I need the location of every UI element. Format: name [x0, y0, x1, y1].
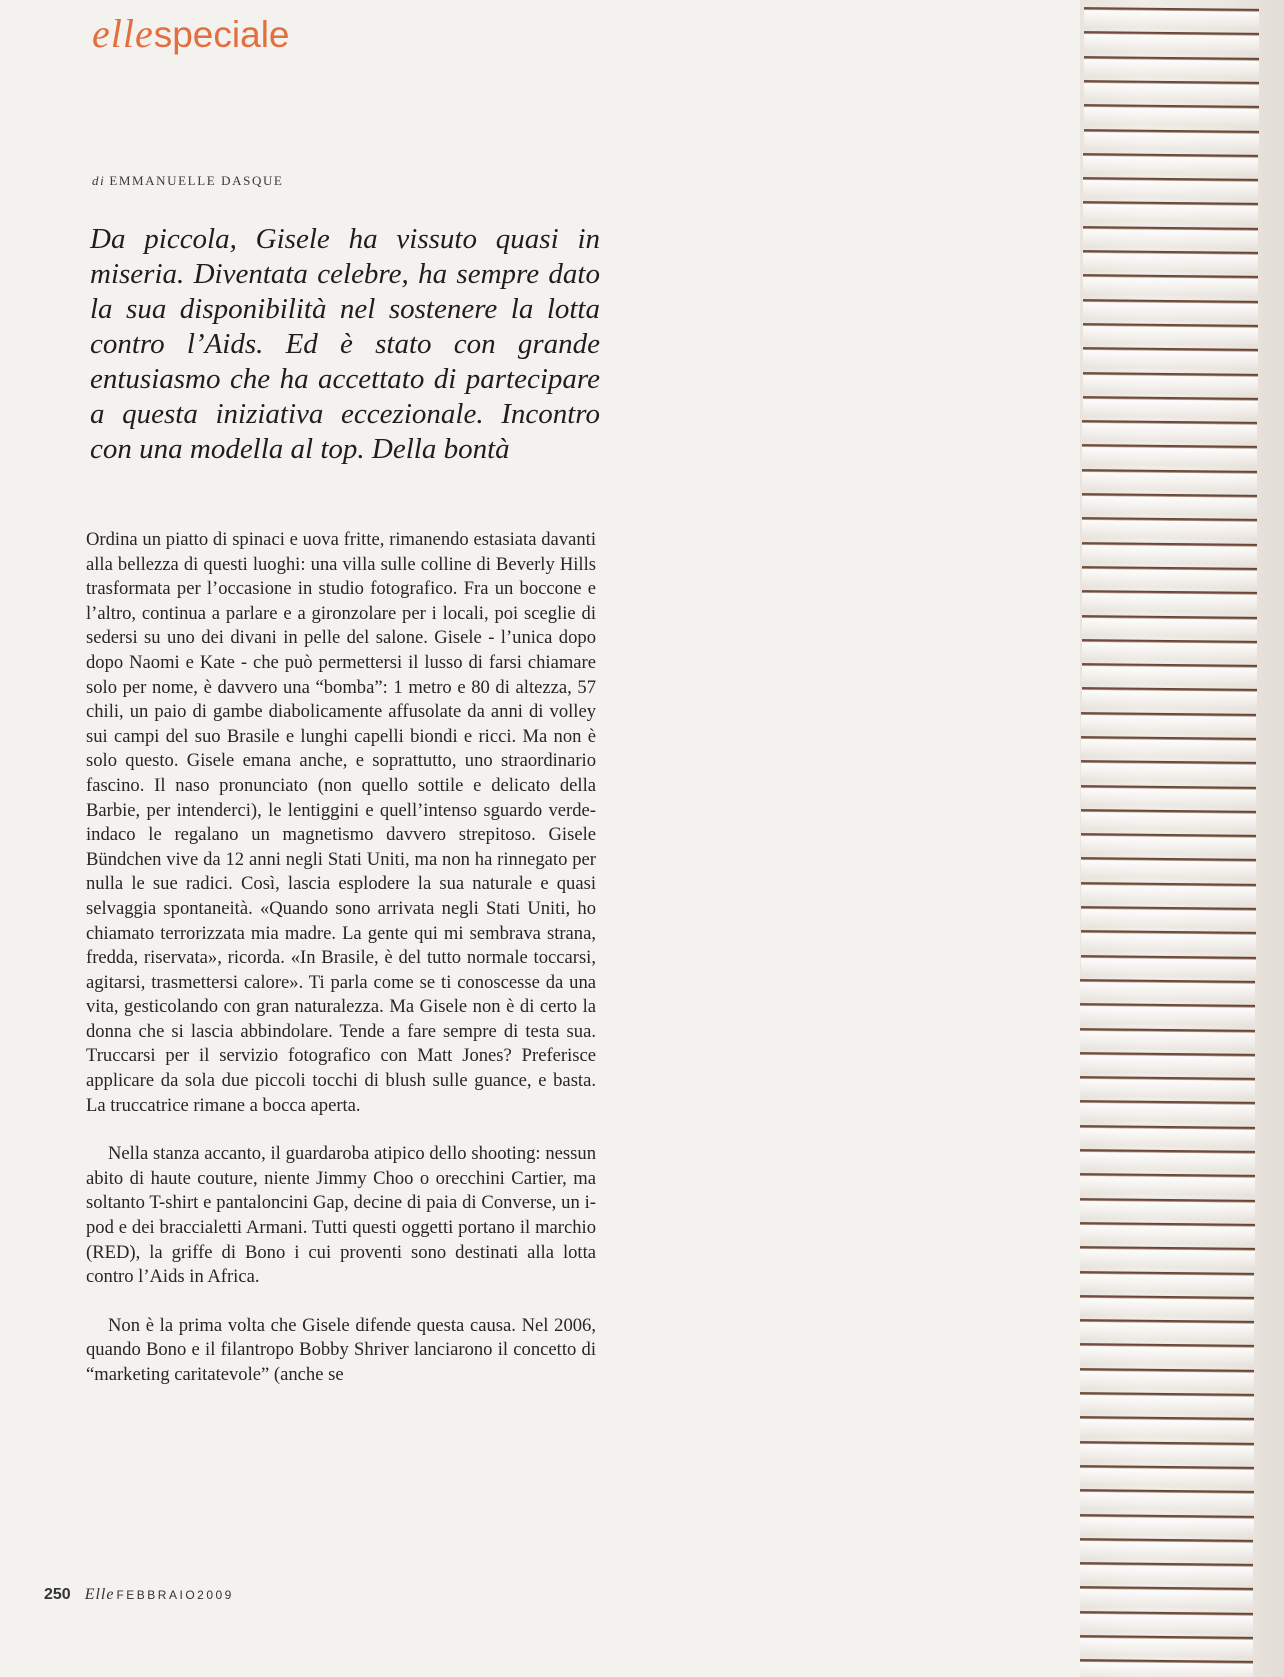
shutter-slat [1084, 80, 1259, 85]
section-brand: elle [92, 11, 154, 56]
footer-issue: FEBBRAIO2009 [116, 1588, 234, 1602]
body-paragraph: Nella stanza accanto, il guardaroba atipico dello shooting: nessun abito di haute couture, niente Jimmy Choo o orecchini Cartier, ma soltanto T-shirt e pantaloncini Gap, decine di paia di Converse, un i-pod e dei braccialetti Armani. Tutti questi oggetti portano il marchio (RED), la griffe di Bono i cui proventi sono destinati alla lotta contro l’Aids in Africa. [86, 1143, 596, 1288]
section-title [92, 10, 290, 58]
shutter-slat [1081, 760, 1256, 765]
byline-author: EMMANUELLE DASQUE [109, 173, 284, 188]
shutter-slat [1081, 809, 1256, 814]
shutter-slat [1080, 1125, 1255, 1130]
shutter-slat [1083, 323, 1258, 328]
shutter-slat [1084, 56, 1259, 61]
shutter-slat [1080, 1538, 1253, 1543]
shutter-slat [1081, 712, 1256, 717]
shutter-slat [1081, 833, 1256, 838]
footer-brand: Elle [84, 1586, 115, 1603]
shutter-slat [1083, 299, 1258, 304]
shutter-slat [1083, 177, 1258, 182]
shutter-slat [1082, 615, 1257, 620]
shutter-slat [1083, 396, 1258, 401]
shutter-slat [1082, 542, 1257, 547]
shutter-slat [1080, 1392, 1254, 1397]
shutter-slat [1081, 955, 1256, 960]
shutter-slat [1080, 1198, 1255, 1203]
shutter-slat [1083, 274, 1258, 279]
shutter-slat [1080, 1514, 1254, 1519]
shutter-slat [1081, 906, 1256, 911]
shutter-slat [1081, 736, 1256, 741]
article-body [86, 528, 596, 1412]
shutter-slat [1080, 1659, 1253, 1664]
shutter-slat [1080, 1173, 1255, 1178]
shutter-slat [1081, 930, 1256, 935]
shutter-slat [1080, 1271, 1254, 1276]
shutter-slat [1081, 785, 1256, 790]
body-paragraph: Ordina un piatto di spinaci e uova fritte, rimanendo estasiata davanti alla bellezza di questi luoghi: una villa sulle colline di Beverly Hills trasformata per l’occasione in studio fotografico. Fra un boccone e l’altro, continua a parlare e a gironzolare per i locali, poi sceglie di sedersi su uno dei divani in pelle del salone. Gisele - l’unica dopo dopo Naomi e Kate - che può permettersi il lusso di farsi chiamare solo per nome, è davvero una “bomba”: 1 metro e 80 di altezza, 57 chili, un paio di gambe diabolicamente affusolate da anni di volley sui campi del suo Brasile e lunghi capelli biondi e ricci. Ma non è solo questo. Gisele emana anche, e soprattutto, uno straordinario fascino. Il naso pronunciato (non quello sottile e delicato della Barbie, per intenderci), le lentiggini e quell’intenso sguardo verde-indaco le regalano un magnetismo davvero strepitoso. Gisele Bündchen vive da 12 anni negli Stati Uniti, ma non ha rinnegato per nulla le sue radici. Così, lascia esplodere la sua naturale e quasi selvaggia spontaneità. «Quando sono arrivata negli Stati Uniti, ho chiamato terrorizzata mia madre. La gente qui mi sembrava strana, fredda, riservata», ricorda. «In Brasile, è del tutto normale toccarsi, agitarsi, trasmettersi calore». Ti parla come se ti conoscesse da una vita, gesticolando con gran naturalezza. Ma Gisele non è di certo la donna che si lascia abbindolare. Tende a fare sempre di testa sua. Truccarsi per il servizio fotografico con Matt Jones? Preferisce applicare da sola due piccoli tocchi di blush sulle guance, e basta. La truccatrice rimane a bocca aperta. [86, 529, 596, 1116]
shutter-slat [1082, 469, 1257, 474]
shutter-slat [1083, 250, 1258, 255]
section-kicker: speciale [153, 14, 290, 55]
shutter-slat [1082, 517, 1257, 522]
body-paragraph: Non è la prima volta che Gisele difende questa causa. Nel 2006, quando Bono e il filantropo Bobby Shriver lanciarono il concetto di “marketing caritatevole” (anche se [86, 1314, 596, 1385]
shutter-slat [1082, 663, 1257, 668]
shutter-slat [1080, 1489, 1254, 1494]
shutter-slat [1080, 1149, 1255, 1154]
shutter-slat [1082, 687, 1257, 692]
lede-paragraph: Da piccola, Gisele ha vissuto quasi in miseria. Diventata celebre, ha sempre dato la sua disponibilità nel sostenere la lotta contro l’Aids. Ed è stato con grande entusiasmo che ha accettato di partecipare a questa iniziativa eccezionale. Incontro con una modella al top. Della bontà [90, 223, 600, 465]
shutter-slat [1082, 420, 1257, 425]
shutter-slat [1084, 31, 1259, 36]
shutter-slat [1080, 1635, 1253, 1640]
shutter-slat [1080, 1368, 1254, 1373]
byline-prefix: di [92, 173, 106, 188]
shutter-slat [1083, 226, 1258, 231]
shutter-slat [1082, 566, 1257, 571]
shutter-slat [1080, 1562, 1253, 1567]
byline [92, 173, 283, 189]
shutter-slat [1082, 493, 1257, 498]
shutter-slat [1080, 1441, 1254, 1446]
shutter-slat [1083, 372, 1258, 377]
shutter-slat [1084, 104, 1259, 109]
shutter-slat [1080, 979, 1255, 984]
shutter-slat [1080, 1343, 1254, 1348]
shutter-slat [1082, 590, 1257, 595]
page-number: 250 [44, 1586, 71, 1603]
shutter-slat [1081, 857, 1256, 862]
shutter-slat [1080, 1465, 1254, 1470]
shutter-slat [1084, 129, 1259, 134]
shutter-slat [1081, 882, 1256, 887]
shutter-slat [1080, 1611, 1253, 1616]
shutter-slat [1080, 1052, 1255, 1057]
shutter-slat [1083, 347, 1258, 352]
shutter-slat [1082, 444, 1257, 449]
shutter-slat [1080, 1319, 1254, 1324]
shutter-slat [1080, 1028, 1255, 1033]
page-footer [44, 1586, 234, 1604]
shutter-slat [1080, 1076, 1255, 1081]
shutter-slat [1080, 1003, 1255, 1008]
shutter-slat [1082, 639, 1257, 644]
window-shutter-photo [1080, 0, 1284, 1677]
shutter-slat [1083, 201, 1258, 206]
shutter-slat [1080, 1100, 1255, 1105]
shutter-slat [1080, 1246, 1255, 1251]
shutter-slat [1080, 1416, 1254, 1421]
shutter-slat [1084, 7, 1259, 12]
shutter-slat [1080, 1295, 1254, 1300]
shutter-slat [1080, 1586, 1253, 1591]
shutter-slat [1080, 1222, 1255, 1227]
shutter-slat [1083, 153, 1258, 158]
